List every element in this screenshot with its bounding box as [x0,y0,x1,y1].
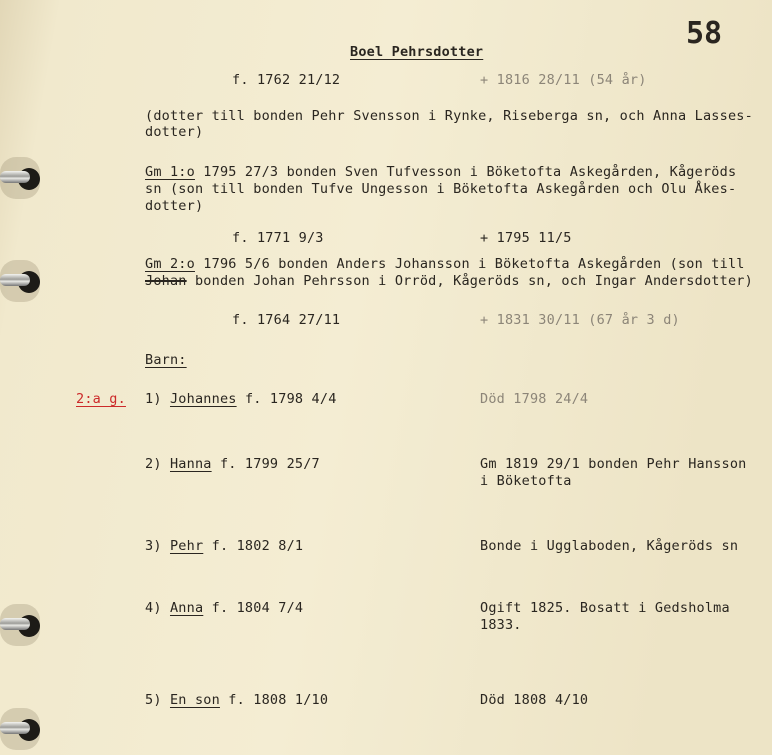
child-name: Johannes [169,391,237,407]
child-birth: f. 1802 8/1 [211,538,304,554]
child-note: Bonde i Ugglaboden, Kågeröds sn [480,538,739,554]
child-note: Ogift 1825. Bosatt i Gedsholma [480,600,730,616]
child-number: 5) [145,692,162,708]
page-number: 58 [686,16,723,51]
marriage-1-line-1 [145,164,736,180]
child-row [145,456,320,472]
birth-date: f. 1762 21/12 [232,72,341,88]
page-title: Boel Pehrsdotter [350,44,484,60]
child-note: Död 1808 4/10 [480,692,589,708]
margin-note: 2:a g. [76,391,126,407]
child-birth: f. 1799 25/7 [219,456,320,472]
child-name: Anna [169,600,204,616]
parents-line-2: dotter) [145,124,204,140]
marriage-2-text-2: bonden Johan Pehrsson i Orröd, Kågeröds sn, och Ingar Andersdotter) [186,273,753,289]
marriage-1-line-3: dotter) [145,198,204,214]
child-name: Pehr [169,538,204,554]
spouse-1-birth: f. 1771 9/3 [232,230,324,246]
spouse-2-death: + 1831 30/11 (67 år 3 d) [480,312,680,328]
child-note: Död 1798 24/4 [480,391,589,407]
marriage-2-line-1 [145,256,745,272]
child-row [145,600,303,616]
binder-ring [0,612,44,638]
binder-ring [0,716,44,742]
child-note: Gm 1819 29/1 bonden Pehr Hansson [480,456,747,472]
marriage-1-abbr: Gm 1:o [145,164,195,180]
parents-line-1: (dotter till bonden Pehr Svensson i Rynke, Riseberga sn, och Anna Lasses- [145,108,753,124]
child-birth: f. 1808 1/10 [228,692,329,708]
child-birth: f. 1804 7/4 [211,600,304,616]
child-note-2: i Böketofta [480,473,572,489]
child-birth: f. 1798 4/4 [244,391,337,407]
binder-ring [0,268,44,294]
marriage-2-line-2 [145,273,753,289]
spouse-2-birth: f. 1764 27/11 [232,312,341,328]
child-name: Hanna [169,456,212,472]
marriage-2-text: 1796 5/6 bonden Anders Johansson i Böketofta Askegården (son till [194,256,745,272]
child-number: 2) [145,456,162,472]
children-header: Barn: [145,352,187,368]
struck-word: Johan [145,273,187,289]
child-note-2: 1833. [480,617,522,633]
spouse-1-death: + 1795 11/5 [480,230,572,246]
marriage-1-line-2: sn (son till bonden Tufve Ungesson i Böketofta Askegården och Olu Åkes- [145,181,737,197]
marriage-2-abbr: Gm 2:o [145,256,195,272]
child-number: 3) [145,538,162,554]
child-name: En son [169,692,220,708]
child-row [145,692,328,708]
marriage-1-text: 1795 27/3 bonden Sven Tufvesson i Böketofta Askegården, Kågeröds [194,164,737,180]
binder-ring [0,165,44,191]
death-date: + 1816 28/11 (54 år) [480,72,647,88]
child-number: 1) [145,391,162,407]
child-row [145,391,337,407]
child-row [145,538,303,554]
child-number: 4) [145,600,162,616]
